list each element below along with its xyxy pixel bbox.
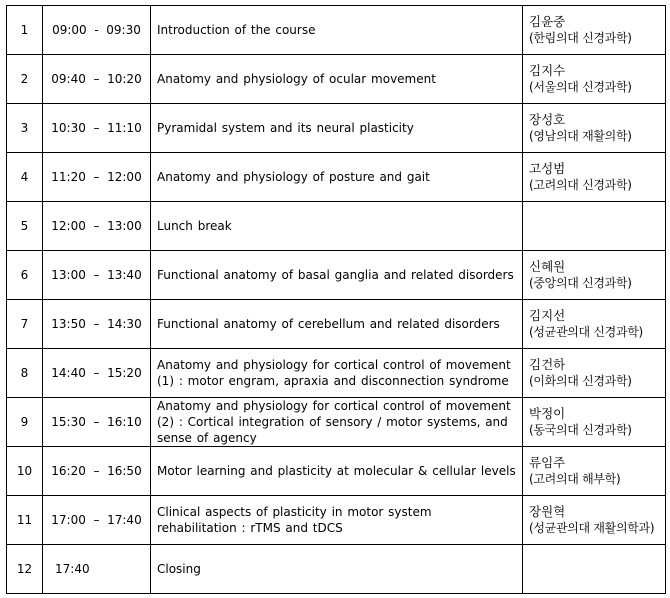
session-speaker-cell bbox=[523, 104, 666, 153]
speaker-name: 고성범 bbox=[529, 161, 566, 176]
session-speaker-cell bbox=[523, 496, 666, 545]
speaker-name: 김건하 bbox=[529, 357, 566, 372]
speaker-name: 김지수 bbox=[529, 63, 566, 78]
session-title: Functional anatomy of cerebellum and related disorders bbox=[151, 300, 523, 349]
session-time: 09:40 – 10:20 bbox=[43, 55, 151, 104]
session-time: 16:20 – 16:50 bbox=[43, 447, 151, 496]
session-title: Pyramidal system and its neural plasticity bbox=[151, 104, 523, 153]
session-time: 17:40 bbox=[43, 545, 151, 594]
session-number: 8 bbox=[7, 349, 43, 398]
session-title: Introduction of the course bbox=[151, 6, 523, 55]
speaker-affiliation: (동국의대 신경과학) bbox=[529, 423, 632, 437]
session-time: 17:00 – 17:40 bbox=[43, 496, 151, 545]
schedule-table bbox=[6, 5, 666, 594]
speaker-name: 장성호 bbox=[529, 112, 566, 127]
speaker-name: 박정이 bbox=[529, 406, 566, 421]
session-time: 12:00 – 13:00 bbox=[43, 202, 151, 251]
speaker-affiliation: (영남의대 재활의학) bbox=[529, 129, 632, 143]
schedule-row bbox=[7, 202, 666, 251]
schedule-row bbox=[7, 55, 666, 104]
schedule-row bbox=[7, 153, 666, 202]
schedule-row bbox=[7, 496, 666, 545]
session-number: 1 bbox=[7, 6, 43, 55]
session-speaker-cell bbox=[523, 202, 666, 251]
schedule-row bbox=[7, 6, 666, 55]
session-number: 2 bbox=[7, 55, 43, 104]
schedule-row bbox=[7, 300, 666, 349]
session-speaker-cell bbox=[523, 545, 666, 594]
session-title: Anatomy and physiology of ocular movement bbox=[151, 55, 523, 104]
speaker-affiliation: (서울의대 신경과학) bbox=[529, 80, 632, 94]
session-number: 4 bbox=[7, 153, 43, 202]
session-number: 9 bbox=[7, 398, 43, 447]
session-speaker-cell bbox=[523, 251, 666, 300]
schedule-row bbox=[7, 104, 666, 153]
session-title: Motor learning and plasticity at molecular & cellular levels bbox=[151, 447, 523, 496]
session-title: Clinical aspects of plasticity in motor system rehabilitation : rTMS and tDCS bbox=[151, 496, 523, 545]
session-time: 14:40 – 15:20 bbox=[43, 349, 151, 398]
speaker-affiliation: (고려의대 해부학) bbox=[529, 472, 621, 486]
session-speaker-cell bbox=[523, 398, 666, 447]
session-title: Anatomy and physiology of posture and gait bbox=[151, 153, 523, 202]
session-speaker-cell bbox=[523, 55, 666, 104]
session-number: 11 bbox=[7, 496, 43, 545]
speaker-name: 류임주 bbox=[529, 455, 566, 470]
schedule-row bbox=[7, 398, 666, 447]
session-time: 13:00 – 13:40 bbox=[43, 251, 151, 300]
session-speaker-cell bbox=[523, 6, 666, 55]
speaker-name: 김윤중 bbox=[529, 14, 566, 29]
session-speaker-cell bbox=[523, 447, 666, 496]
session-title: Anatomy and physiology for cortical control of movement (2) : Cortical integration of sensory / motor systems, and sense of agency bbox=[151, 398, 523, 447]
session-title: Functional anatomy of basal ganglia and related disorders bbox=[151, 251, 523, 300]
speaker-name: 김지선 bbox=[529, 308, 566, 323]
session-title: Closing bbox=[151, 545, 523, 594]
session-number: 7 bbox=[7, 300, 43, 349]
speaker-name: 신혜원 bbox=[529, 259, 566, 274]
speaker-affiliation: (성균관의대 신경과학) bbox=[529, 325, 643, 339]
speaker-name: 장원혁 bbox=[529, 504, 566, 519]
session-time: 09:00 - 09:30 bbox=[43, 6, 151, 55]
speaker-affiliation: (고려의대 신경과학) bbox=[529, 178, 632, 192]
speaker-affiliation: (중앙의대 신경과학) bbox=[529, 276, 632, 290]
session-speaker-cell bbox=[523, 300, 666, 349]
session-time: 10:30 – 11:10 bbox=[43, 104, 151, 153]
speaker-affiliation: (성균관의대 재활의학과) bbox=[529, 521, 655, 535]
session-title: Lunch break bbox=[151, 202, 523, 251]
schedule-row bbox=[7, 251, 666, 300]
schedule-row bbox=[7, 447, 666, 496]
session-time: 15:30 – 16:10 bbox=[43, 398, 151, 447]
session-number: 10 bbox=[7, 447, 43, 496]
session-number: 5 bbox=[7, 202, 43, 251]
schedule-row bbox=[7, 349, 666, 398]
session-speaker-cell bbox=[523, 349, 666, 398]
session-time: 13:50 – 14:30 bbox=[43, 300, 151, 349]
schedule-row bbox=[7, 545, 666, 594]
session-number: 12 bbox=[7, 545, 43, 594]
speaker-affiliation: (이화의대 신경과학) bbox=[529, 374, 632, 388]
session-title: Anatomy and physiology for cortical control of movement (1) : motor engram, apraxia and disconnection syndrome bbox=[151, 349, 523, 398]
session-speaker-cell bbox=[523, 153, 666, 202]
schedule-body bbox=[7, 6, 666, 594]
session-number: 3 bbox=[7, 104, 43, 153]
session-number: 6 bbox=[7, 251, 43, 300]
session-time: 11:20 – 12:00 bbox=[43, 153, 151, 202]
speaker-affiliation: (한림의대 신경과학) bbox=[529, 31, 632, 45]
